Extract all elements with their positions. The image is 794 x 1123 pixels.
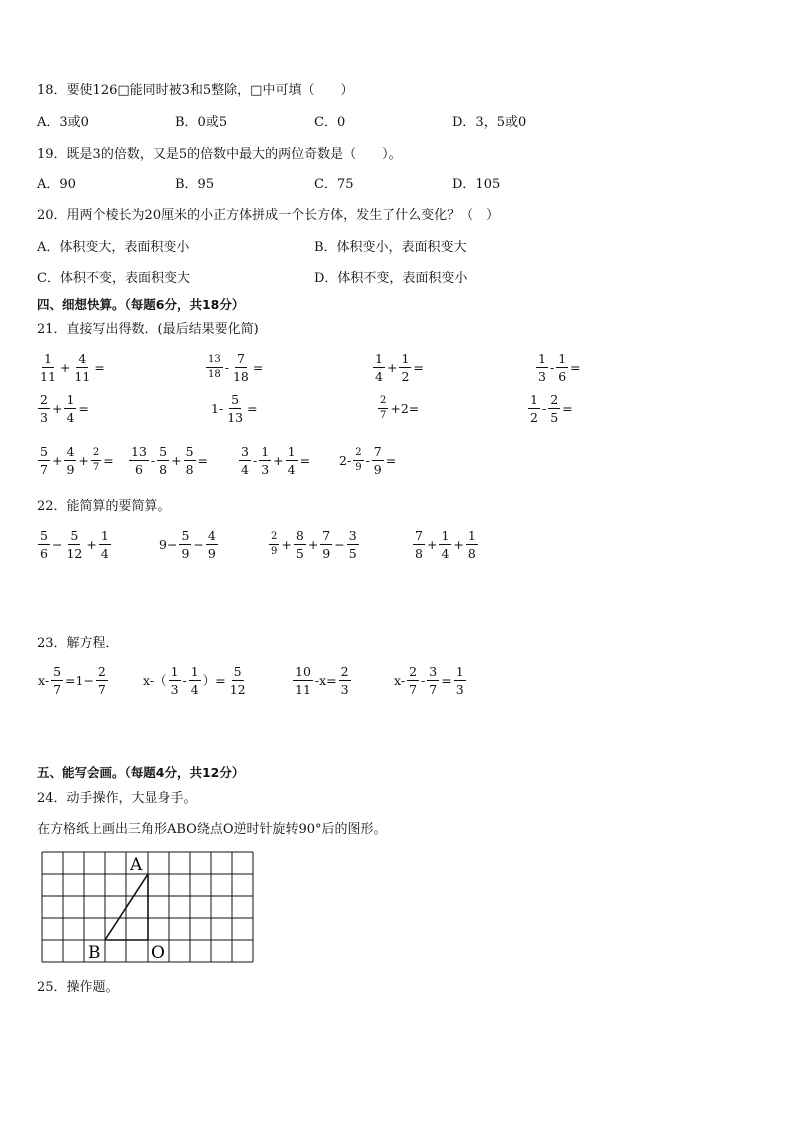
q22-expression-1: $\frac{5}{6}$ − $\frac{5}{12}$ + $\frac{1}{4}$ [40, 527, 109, 561]
q22-expression-4: $\frac{7}{8}$ + $\frac{1}{4}$ + $\frac{1}{8}$ [415, 527, 476, 561]
q19-option-c[interactable]: C．75 [314, 177, 354, 192]
q24-stem: 24．动手操作，大显身手。 [37, 791, 197, 806]
q22-stem: 22．能简算的要简算。 [37, 499, 171, 514]
q21-expression-11: $\frac{3}{4}$ - $\frac{1}{3}$ + $\frac{1}{4}$ = [241, 443, 311, 477]
q18-option-b[interactable]: B．0或5 [175, 115, 228, 130]
q19-stem: 19．既是3的倍数，又是5的倍数中最大的两位奇数是（ ）。 [37, 147, 402, 162]
q22-expression-3: $\frac{2}{9}$ + $\frac{8}{5}$ + $\frac{7}{9}$ − $\frac{3}{5}$ [271, 527, 357, 561]
q24-description: 在方格纸上画出三角形ABO绕点O逆时针旋转90°后的图形。 [37, 822, 387, 837]
q21-expression-12: 2- $\frac{2}{9}$ - $\frac{7}{9}$ = [339, 443, 397, 477]
q21-expression-10: $\frac{13}{6}$ - $\frac{5}{8}$ + $\frac{5}{8}$ = [131, 443, 209, 477]
q21-expression-9: $\frac{5}{7}$ + $\frac{4}{9}$ + $\frac{2}{7}$ = [40, 443, 114, 477]
q23-equation-2: x-（ $\frac{1}{3}$ - $\frac{1}{4}$ ）= $\frac{5}{12}$ [143, 663, 246, 697]
q19-option-d[interactable]: D．105 [452, 177, 501, 192]
q21-expression-5: $\frac{2}{3}$ + $\frac{1}{4}$ = [40, 391, 89, 425]
label-b: B [88, 943, 101, 963]
section-4-title: 四、细想快算。（每题6分，共18分） [37, 297, 245, 312]
q21-stem: 21．直接写出得数．(最后结果要化简) [37, 322, 259, 337]
q18-option-a[interactable]: A．3或0 [37, 115, 89, 130]
q20-option-a[interactable]: A．体积变大，表面积变小 [37, 240, 190, 255]
q21-expression-6: 1- $\frac{5}{13}$ = [211, 391, 258, 425]
q18-option-c[interactable]: C．0 [314, 115, 346, 130]
q23-stem: 23．解方程． [37, 636, 119, 651]
label-a: A [130, 855, 143, 875]
q23-equation-3: $\frac{10}{11}$ -x= $\frac{2}{3}$ [295, 663, 349, 697]
label-o: O [151, 943, 165, 963]
q21-expression-7: $\frac{2}{7}$ +2= [380, 394, 420, 421]
q18-option-d[interactable]: D．3，5或0 [452, 115, 527, 130]
q20-stem: 20．用两个棱长为20厘米的小正方体拼成一个长方体，发生了什么变化？（ ） [37, 208, 500, 223]
q18-stem: 18．要使126□能同时被3和5整除，□中可填（ ） [37, 83, 354, 98]
q20-option-d[interactable]: D．体积不变，表面积变小 [314, 271, 468, 286]
q21-expression-3: $\frac{1}{4}$ + $\frac{1}{2}$ = [375, 350, 424, 384]
section-5-title: 五、能写会画。（每题4分，共12分） [37, 765, 245, 780]
q21-expression-8: $\frac{1}{2}$ - $\frac{2}{5}$ = [530, 391, 573, 425]
q23-equation-1: x- $\frac{5}{7}$ =1− $\frac{2}{7}$ [38, 663, 106, 697]
q21-expression-4: $\frac{1}{3}$ - $\frac{1}{6}$ = [538, 350, 581, 384]
q20-option-c[interactable]: C．体积不变，表面积变大 [37, 271, 190, 286]
q22-expression-2: 9− $\frac{5}{9}$ − $\frac{4}{9}$ [159, 527, 216, 561]
q20-option-b[interactable]: B．体积变小，表面积变大 [314, 240, 467, 255]
q19-option-b[interactable]: B．95 [175, 177, 215, 192]
q19-option-a[interactable]: A．90 [37, 177, 76, 192]
q21-expression-1: $\frac{1}{11}$ + $\frac{4}{11}$ = [40, 350, 105, 384]
q23-equation-4: x- $\frac{2}{7}$ - $\frac{3}{7}$ = $\frac{1}{3}$ [394, 663, 464, 697]
q25-stem: 25．操作题。 [37, 980, 119, 995]
q21-expression-2: $\frac{13}{18}$ - $\frac{7}{18}$ = [208, 350, 264, 384]
